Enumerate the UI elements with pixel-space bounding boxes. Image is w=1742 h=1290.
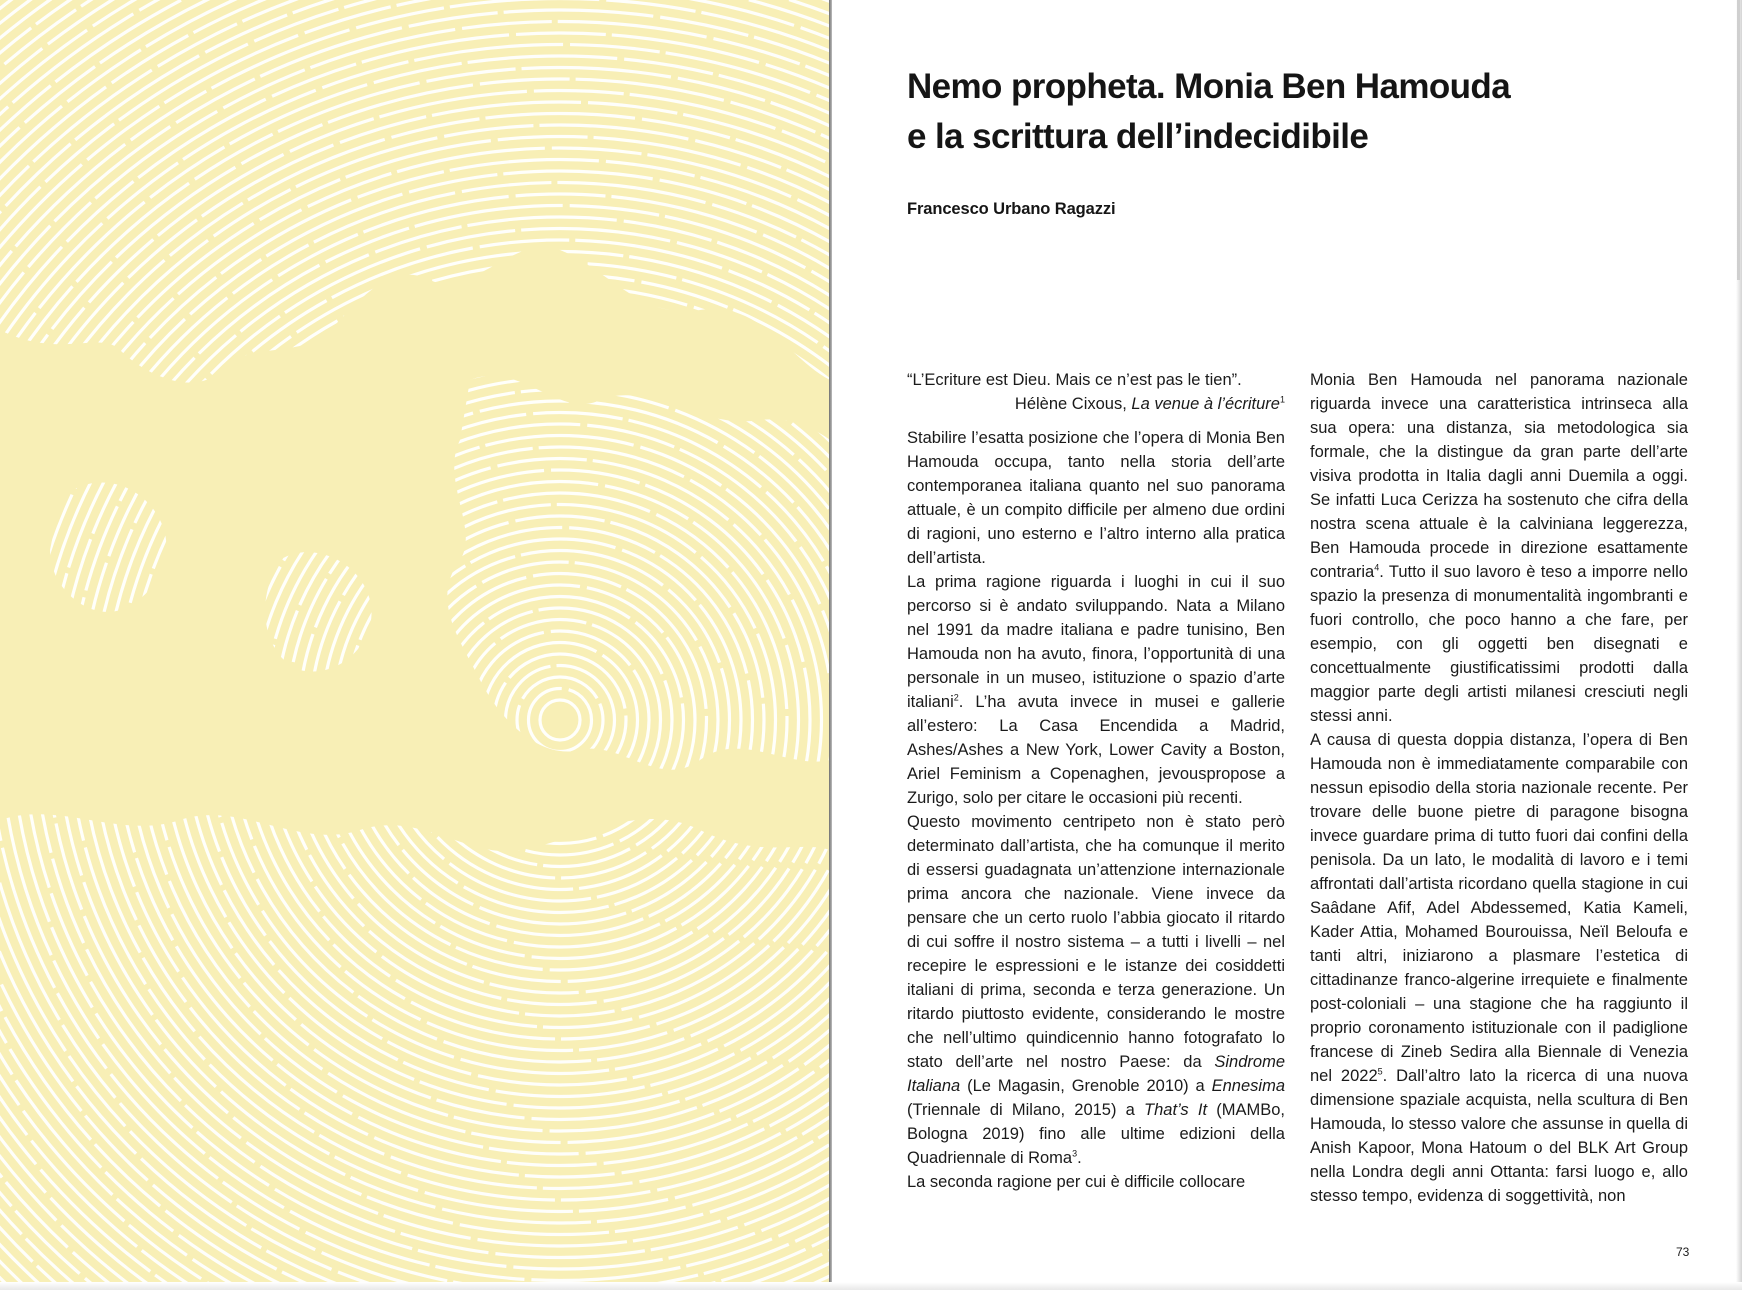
pattern-ring (0, 0, 830, 1290)
pattern-ring (0, 0, 830, 1290)
pattern-ring (0, 0, 830, 1290)
pattern-ring (0, 0, 830, 1290)
epigraph-quote: “L’Ecriture est Dieu. Mais ce n’est pas le tien”. (907, 371, 1242, 389)
pattern-ring (0, 0, 830, 1290)
footnote-ref-1: 1 (1279, 394, 1285, 405)
pattern-ring (437, 597, 684, 844)
pattern-ring (0, 0, 830, 1290)
pattern-ring (0, 0, 830, 1290)
pattern-ring (0, 0, 830, 1290)
pattern-ring (0, 0, 830, 1290)
pattern-ring (0, 0, 830, 1290)
pattern-ring (0, 0, 830, 1290)
pattern-ring (0, 0, 830, 1290)
pattern-ring (0, 0, 830, 1290)
paragraph-3-text-a: Questo movimento centripeto non è stato però determinato dall’artista, che ha comunque il merito di essersi guadagnata un’attenzione internazionale prima ancora che nazionale. Viene invece da pensare che un certo ruolo l’abbia giocato il ritardo di cui soffre il nostro sistema – a tutti i livelli – nel recepire le espressioni e le istanze dei cosiddetti italiani di prima, seconda e terza generazione. Un ritardo piuttosto evidente, considerando le mostre che nell’ultimo quindicennio hanno fotografato lo stato dell’arte nel nostro Paese: da (907, 813, 1285, 1071)
article-title (907, 62, 1707, 162)
exhibition-title-3: That’s It (1144, 1101, 1208, 1119)
article-title-line-2: e la scrittura dell’indecidibile (907, 117, 1369, 156)
pattern-ring (0, 0, 830, 1290)
paragraph-6-text-a: A causa di questa doppia distanza, l’opera di Ben Hamouda non è immediatamente comparabile con nessun episodio della storia nazionale recente. Per trovare delle buone pietre di paragone bisogna invece guardare prima di tutto fuori dai confini della penisola. Da un lato, le modalità di lavoro e i temi affrontati dall’artista ricordano quella stagione in cui Saâdane Afif, Adel Abdessemed, Katia Kameli, Kader Attia, Mohamed Bourouissa, Neïl Beloufa e tanti altri, iniziarono a plasmare l’estetica di cittadinanze franco-algerine irrequiete e finalmente post-coloniali – una stagione che ha raggiunto il proprio coronamento istituzionale con il padiglione francese di Zineb Sedira alla Biennale di Venezia nel 2022 (1310, 731, 1688, 1085)
pattern-ring (0, 0, 830, 1290)
pattern-ring (57, 217, 830, 1223)
paragraph-4: La seconda ragione per cui è difficile collocare (907, 1173, 1246, 1191)
pattern-ring (0, 0, 830, 1290)
pattern-ring (184, 344, 831, 1097)
pattern-ring (471, 631, 649, 809)
paragraph-3 (907, 810, 1285, 1170)
pattern-ring (0, 0, 830, 1290)
pattern-ring (0, 0, 830, 1290)
pattern-ring (0, 0, 830, 1290)
pattern-ring (299, 459, 822, 982)
pattern-ring (0, 0, 830, 1290)
pattern-ring (0, 0, 830, 1290)
pattern-ring (506, 666, 615, 775)
pattern-ring (345, 505, 776, 936)
footnote-ref-5: 5 (1377, 1066, 1383, 1077)
pattern-ring (0, 0, 830, 1290)
article-title-line-1: Nemo propheta. Monia Ben Hamouda (907, 67, 1511, 106)
pattern-ring (103, 263, 830, 1177)
paragraph-3-text-d: (MAMBo, Bologna 2019) fino alle ultime edizioni della Quadriennale di Roma (907, 1101, 1285, 1167)
paragraph-5 (1310, 368, 1688, 728)
pattern-ring (460, 620, 661, 821)
pattern-ring (0, 0, 830, 1290)
pattern-ring (0, 0, 830, 1290)
pattern-ring (0, 0, 830, 1290)
pattern-ring (540, 700, 580, 740)
pattern-ring (0, 0, 830, 1290)
pattern-ring (0, 0, 830, 1290)
pattern-ring (529, 689, 592, 752)
pattern-ring (379, 539, 741, 901)
page-number: 73 (1676, 1245, 1690, 1259)
exhibition-title-1: Sindrome Italiana (907, 1053, 1285, 1095)
paragraph-2 (907, 570, 1285, 810)
pattern-ring (0, 0, 830, 1290)
pattern-ring (414, 574, 707, 867)
pattern-ring (0, 0, 830, 1290)
epigraph-source-title: La venue à l’écriture (1131, 395, 1280, 413)
pattern-ring (0, 0, 830, 1290)
pattern-ring (0, 0, 830, 1290)
right-page-text (832, 0, 1742, 1290)
pattern-ring (494, 654, 626, 786)
pattern-ring (0, 0, 830, 1290)
pattern-ring (0, 0, 830, 1290)
epigraph (907, 368, 1285, 416)
concentric-line-pattern (0, 0, 830, 1290)
pattern-ring (0, 0, 830, 1290)
paragraph-2-text-a: La prima ragione riguarda i luoghi in cui il suo percorso si è andato sviluppando. Nata a Milano nel 1991 da madre italiana e padre tunisino, Ben Hamouda non ha avuto, finora, l’opportunità di una personale in un museo, istituzione o spazio d’arte italiani (907, 573, 1285, 711)
pattern-ring (425, 585, 695, 855)
pattern-ring (0, 0, 830, 1290)
pattern-ring (46, 206, 831, 1235)
pattern-ring (0, 0, 830, 1290)
paragraph-3-text-b: (Le Magasin, Grenoble 2010) a (960, 1077, 1212, 1095)
pattern-ring (0, 0, 830, 1290)
footnote-ref-3: 3 (1072, 1148, 1078, 1159)
pattern-ring (218, 378, 830, 1062)
paragraph-6 (1310, 728, 1688, 1208)
pattern-ring (310, 470, 810, 970)
pattern-ring (0, 0, 830, 1290)
pattern-ring (0, 0, 830, 1290)
pattern-ring (264, 424, 830, 1016)
pattern-ring (356, 516, 764, 924)
pattern-ring (0, 0, 830, 1290)
paragraph-3-text-e: . (1077, 1149, 1082, 1167)
text-column-left (907, 368, 1285, 1194)
pattern-ring (322, 482, 799, 959)
pattern-ring (0, 0, 830, 1290)
paragraph-5-text-b: . Tutto il suo lavoro è teso a imporre nello spazio la presenza di monumentalità ingombranti e fuori controllo, che poco hanno a che fare, per esempio, con gli oggetti ben disegnati e concettualmente giustificatissimi prodotti dalla maggior parte degli artisti milanesi cresciuti negli stessi anni. (1310, 563, 1688, 725)
pattern-ring (0, 0, 830, 1290)
footnote-ref-2: 2 (953, 692, 959, 703)
pattern-ring (195, 355, 830, 1085)
pattern-ring (0, 0, 830, 1290)
pattern-ring (0, 0, 830, 1290)
pattern-ring (0, 0, 830, 1290)
pattern-ring (0, 0, 830, 1290)
article-author: Francesco Urbano Ragazzi (907, 200, 1116, 218)
pattern-ring (0, 0, 830, 1290)
pattern-ring (0, 0, 830, 1290)
pattern-ring (0, 0, 830, 1290)
paragraph-5-text-a: Monia Ben Hamouda nel panorama nazionale riguarda invece una caratteristica intrinseca alla sua opera: una distanza, sia metodologica sia formale, che la distingue da gran parte dell’arte visiva prodotta in Italia dagli anni Duemila a oggi. Se infatti Luca Cerizza ha sostenuto che cifra della nostra scena attuale è la calviniana leggerezza, Ben Hamouda procede in direzione esattamente contraria (1310, 371, 1688, 581)
pattern-ring (115, 275, 831, 1166)
page-edge-bottom (0, 1282, 1742, 1290)
pattern-ring (0, 0, 830, 1290)
pattern-ring (0, 0, 830, 1290)
text-column-right (1310, 368, 1688, 1208)
exhibition-title-2: Ennesima (1211, 1077, 1285, 1095)
paragraph-2-text-b: . L’ha avuta invece in musei e gallerie all’estero: La Casa Encendida a Madrid, Ashes/Ashes a New York, Lower Cavity a Boston, Ariel Feminism a Copenaghen, jevouspropose a Zurigo, solo per citare le occasioni più recenti. (907, 693, 1285, 807)
paragraph-6-text-b: . Dall’altro lato la ricerca di una nuova dimensione spaziale acquista, nella scultura di Ben Hamouda, lo stesso valore che assunse in quella di Anish Kapoor, Mona Hatoum o del BLK Art Group nella Londra degli anni Ottanta: farsi luogo e, allo stesso tempo, evidenza di soggettività, non (1310, 1067, 1688, 1205)
pattern-ring (391, 551, 730, 890)
pattern-ring (0, 0, 830, 1290)
pattern-ring (172, 332, 830, 1108)
page-edge-right (1736, 0, 1742, 1290)
pattern-ring (0, 0, 830, 1290)
pattern-ring (0, 0, 830, 1290)
pattern-ring (0, 0, 830, 1290)
footnote-ref-4: 4 (1374, 562, 1380, 573)
paragraph-1: Stabilire l’esatta posizione che l’opera di Monia Ben Hamouda occupa, tanto nella storia dell’arte contemporanea italiana quanto nel suo panorama attuale, è un compito difficile per almeno due ordini di ragioni, uno esterno e l’altro interno alla pratica dell’artista. (907, 429, 1285, 567)
pattern-ring (0, 0, 830, 1290)
pattern-ring (0, 0, 830, 1290)
epigraph-source (907, 392, 1285, 416)
paragraph-3-text-c: (Triennale di Milano, 2015) a (907, 1101, 1145, 1119)
pattern-ring (126, 286, 830, 1154)
epigraph-source-author: Hélène Cixous, (1014, 395, 1132, 413)
pattern-ring (0, 0, 830, 1290)
pattern-ring (0, 0, 830, 1290)
left-page-artwork (0, 0, 830, 1290)
